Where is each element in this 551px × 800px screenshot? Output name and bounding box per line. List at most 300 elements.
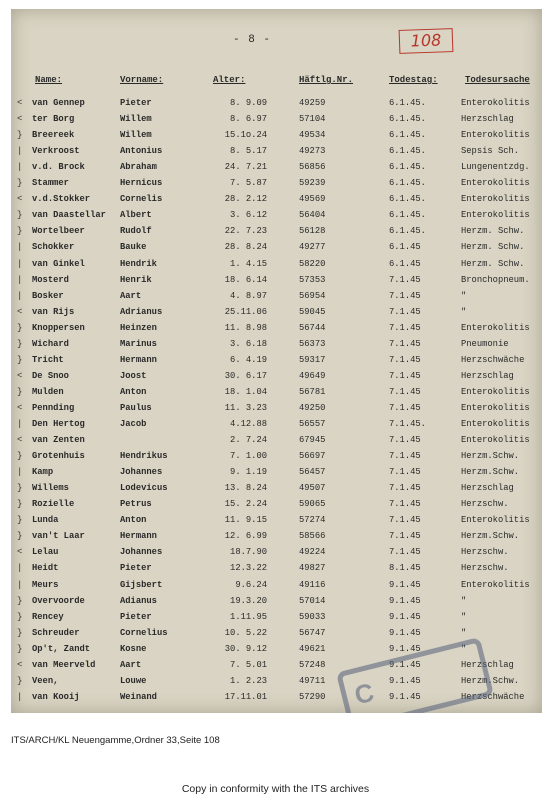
death-date-cell: 9.1.45 (389, 611, 421, 622)
table-row (11, 223, 542, 240)
table-row (11, 577, 542, 594)
prisoner-number-cell: 57353 (299, 274, 326, 285)
first-name-cell: Pieter (120, 563, 152, 574)
death-date-cell: 6.1.45 (389, 242, 421, 253)
cause-of-death-cell: " (461, 627, 467, 638)
surname-cell: Lunda (32, 515, 59, 526)
row-mark: } (17, 627, 23, 638)
birth-date-cell: 30. 6.17 (224, 370, 267, 381)
cause-of-death-cell: Herzschwäche (461, 691, 525, 702)
death-date-cell: 6.1.45. (389, 226, 426, 237)
row-mark: } (17, 322, 23, 333)
birth-date-cell: 30. 9.12 (224, 643, 267, 654)
first-name-cell: Hermann (120, 354, 157, 365)
surname-cell: Mulden (32, 386, 64, 397)
first-name-cell: Johannes (120, 547, 163, 558)
row-mark: | (17, 258, 23, 269)
birth-date-cell: 1. 2.23 (230, 675, 267, 686)
first-name-cell: Adianus (120, 595, 157, 606)
cause-of-death-cell: Herzm.Schw. (461, 675, 520, 686)
first-name-cell: Antonius (120, 146, 163, 157)
row-mark: } (17, 210, 23, 221)
first-name-cell: Weinand (120, 691, 157, 702)
row-mark: < (17, 659, 23, 670)
cause-of-death-cell: Herzschw. (461, 547, 509, 558)
birth-date-cell: 18. 6.14 (224, 274, 267, 285)
table-row (11, 288, 542, 305)
death-date-cell: 6.1.45 (389, 258, 421, 269)
cause-of-death-cell: Herzm.Schw. (461, 467, 520, 478)
surname-cell: Meurs (32, 579, 59, 590)
prisoner-number-cell: 56373 (299, 338, 326, 349)
birth-date-cell: 11. 8.98 (224, 322, 267, 333)
birth-date-cell: 9.6.24 (235, 579, 267, 590)
death-date-cell: 9.1.45 (389, 659, 421, 670)
prisoner-number-cell: 56856 (299, 162, 326, 173)
death-date-cell: 6.1.45. (389, 162, 426, 173)
cause-of-death-cell: Herzm. Schw. (461, 242, 525, 253)
prisoner-number-cell: 49534 (299, 130, 326, 141)
page-number: - 8 - (233, 34, 272, 46)
row-mark: | (17, 467, 23, 478)
birth-date-cell: 1.11.95 (230, 611, 267, 622)
row-mark: } (17, 643, 23, 654)
prisoner-number-cell: 49224 (299, 547, 326, 558)
row-mark: | (17, 274, 23, 285)
birth-date-cell: 12. 6.99 (224, 531, 267, 542)
table-row (11, 544, 542, 561)
table-row (11, 256, 542, 273)
row-mark: } (17, 130, 23, 141)
surname-cell: v.d. Brock (32, 162, 85, 173)
surname-cell: Den Hertog (32, 419, 85, 429)
table-row (11, 625, 542, 642)
table-row (11, 368, 542, 385)
prisoner-number-cell: 49507 (299, 483, 326, 494)
surname-cell: Bosker (32, 290, 64, 301)
first-name-cell: Aart (120, 659, 142, 670)
cause-of-death-cell: Lungenentzdg. (461, 162, 530, 173)
birth-date-cell: 6. 4.19 (230, 354, 267, 365)
prisoner-number-cell: 59033 (299, 611, 326, 622)
birth-date-cell: 2. 7.24 (230, 435, 267, 446)
first-name-cell: Cornelius (120, 627, 168, 638)
table-row (11, 400, 542, 417)
surname-cell: van't Laar (32, 531, 85, 542)
header-surname: Name: (35, 75, 63, 85)
surname-cell: Mosterd (32, 274, 69, 285)
death-date-cell: 6.1.45. (389, 98, 426, 108)
first-name-cell: Jacob (120, 419, 147, 429)
cause-of-death-cell: Herzschlag (461, 659, 514, 670)
table-row (11, 560, 542, 577)
cause-of-death-cell: Herzschwäche (461, 354, 525, 365)
birth-date-cell: 11. 3.23 (224, 402, 267, 413)
death-date-cell: 7.1.45 (389, 547, 421, 558)
death-date-cell: 6.1.45. (389, 114, 426, 125)
first-name-cell: Lodevicus (120, 483, 168, 494)
table-row (11, 384, 542, 401)
surname-cell: van Daastellar (32, 210, 106, 221)
prisoner-number-cell: 58566 (299, 531, 326, 542)
table-row (11, 127, 542, 144)
table-row (11, 159, 542, 176)
death-date-cell: 7.1.45 (389, 354, 421, 365)
table-row (11, 143, 542, 160)
first-name-cell: Johannes (120, 467, 163, 478)
surname-cell: Schreuder (32, 627, 80, 638)
birth-date-cell: 15.1o.24 (224, 130, 267, 141)
first-name-cell: Louwe (120, 675, 147, 686)
first-name-cell: Henrik (120, 274, 152, 285)
cause-of-death-cell: Herzschlag (461, 483, 514, 494)
prisoner-number-cell: 58220 (299, 258, 326, 269)
cause-of-death-cell: Enterokolitis (461, 210, 530, 221)
prisoner-number-cell: 59239 (299, 178, 326, 189)
table-row (11, 111, 542, 128)
row-mark: } (17, 515, 23, 526)
prisoner-number-cell: 57014 (299, 595, 326, 606)
row-mark: | (17, 563, 23, 574)
first-name-cell: Paulus (120, 402, 152, 413)
prisoner-number-cell: 59317 (299, 354, 326, 365)
row-mark: | (17, 579, 23, 590)
cause-of-death-cell: Herzm. Schw. (461, 226, 525, 237)
table-row (11, 496, 542, 513)
cause-of-death-cell: Herzschw. (461, 563, 509, 574)
surname-cell: Op't, Zandt (32, 643, 91, 654)
prisoner-number-cell: 49711 (299, 675, 326, 686)
table-row (11, 432, 542, 449)
cause-of-death-cell: Pneumonie (461, 338, 509, 349)
table-row (11, 95, 542, 112)
prisoner-number-cell: 56404 (299, 210, 326, 221)
cause-of-death-cell: " (461, 611, 467, 622)
table-row (11, 191, 542, 208)
surname-cell: Wichard (32, 338, 69, 349)
death-date-cell: 7.1.45 (389, 338, 421, 349)
birth-date-cell: 10. 5.22 (224, 627, 267, 638)
surname-cell: van Zenten (32, 435, 85, 446)
birth-date-cell: 7. 5.87 (230, 178, 267, 189)
header-prisoner-number: Häftlg.Nr. (299, 75, 354, 85)
birth-date-cell: 8. 9.09 (230, 98, 267, 108)
first-name-cell: Pieter (120, 611, 152, 622)
header-first-name: Vorname: (120, 75, 164, 85)
cause-of-death-cell: " (461, 643, 467, 654)
archive-footer: Copy in conformity with the ITS archives (181, 783, 370, 795)
death-date-cell: 7.1.45 (389, 483, 421, 494)
table-row (11, 464, 542, 481)
archive-stamp: C (336, 637, 494, 713)
cause-of-death-cell: Sepsis Sch. (461, 146, 520, 157)
surname-cell: v.d.Stokker (32, 194, 91, 205)
table-row (11, 480, 542, 497)
surname-cell: Schokker (32, 242, 75, 253)
prisoner-number-cell: 57274 (299, 515, 326, 526)
death-date-cell: 9.1.45 (389, 595, 421, 606)
row-mark: | (17, 242, 23, 253)
surname-cell: Wortelbeer (32, 226, 85, 237)
surname-cell: van Ginkel (32, 258, 85, 269)
surname-cell: Heidt (32, 563, 59, 574)
cause-of-death-cell: " (461, 306, 467, 317)
first-name-cell: Adrianus (120, 306, 163, 317)
first-name-cell: Rudolf (120, 226, 152, 237)
cause-of-death-cell: Enterokolitis (461, 130, 530, 141)
death-date-cell: 9.1.45 (389, 675, 421, 686)
table-row (11, 609, 542, 626)
surname-cell: Overvoorde (32, 595, 85, 606)
death-date-cell: 8.1.45 (389, 563, 421, 574)
first-name-cell: Joost (120, 370, 147, 381)
death-date-cell: 7.1.45 (389, 467, 421, 478)
birth-date-cell: 3. 6.12 (230, 210, 267, 221)
prisoner-number-cell: 57290 (299, 691, 326, 702)
death-date-cell: 9.1.45 (389, 579, 421, 590)
cause-of-death-cell: Enterokolitis (461, 435, 530, 446)
surname-cell: Willems (32, 483, 69, 494)
prisoner-number-cell: 49273 (299, 146, 326, 157)
death-date-cell: 6.1.45. (389, 146, 426, 157)
row-mark: < (17, 194, 23, 205)
prisoner-number-cell: 49116 (299, 579, 326, 590)
cause-of-death-cell: Herzschlag (461, 370, 514, 381)
surname-cell: van Kooij (32, 691, 80, 702)
birth-date-cell: 9. 1.19 (230, 467, 267, 478)
birth-date-cell: 24. 7.21 (224, 162, 267, 173)
surname-cell: Rencey (32, 611, 64, 622)
archive-reference: ITS/ARCH/KL Neuengamme,Ordner 33,Seite 108 (11, 735, 220, 746)
death-date-cell: 7.1.45 (389, 386, 421, 397)
death-date-cell: 6.1.45. (389, 130, 426, 141)
row-mark: < (17, 98, 23, 108)
row-mark: | (17, 162, 23, 173)
first-name-cell: Cornelis (120, 194, 163, 205)
surname-cell: Stammer (32, 178, 69, 189)
archive-page-stamp: 108 (399, 28, 454, 54)
first-name-cell: Kosne (120, 643, 147, 654)
birth-date-cell: 7. 1.00 (230, 451, 267, 462)
birth-date-cell: 25.11.06 (224, 306, 267, 317)
birth-date-cell: 13. 8.24 (224, 483, 267, 494)
birth-date-cell: 1. 4.15 (230, 258, 267, 269)
first-name-cell: Aart (120, 290, 142, 301)
birth-date-cell: 28. 8.24 (224, 242, 267, 253)
cause-of-death-cell: Herzm.Schw. (461, 531, 520, 542)
row-mark: < (17, 370, 23, 381)
row-mark: } (17, 178, 23, 189)
surname-cell: Breereek (32, 130, 75, 141)
prisoner-number-cell: 57104 (299, 114, 326, 125)
cause-of-death-cell: Herzm.Schw. (461, 451, 520, 462)
prisoner-number-cell: 56747 (299, 627, 326, 638)
surname-cell: De Snoo (32, 370, 69, 381)
row-mark: | (17, 290, 23, 301)
birth-date-cell: 17.11.01 (224, 691, 267, 702)
birth-date-cell: 8. 5.17 (230, 146, 267, 157)
prisoner-number-cell: 49250 (299, 402, 326, 413)
table-row (11, 352, 542, 369)
row-mark: } (17, 354, 23, 365)
surname-cell: Grotenhuis (32, 451, 85, 462)
death-date-cell: 7.1.45 (389, 435, 421, 446)
prisoner-number-cell: 49277 (299, 242, 326, 253)
row-mark: } (17, 611, 23, 622)
birth-date-cell: 28. 2.12 (224, 194, 267, 205)
surname-cell: Rozielle (32, 499, 75, 510)
first-name-cell: Abraham (120, 162, 157, 173)
prisoner-number-cell: 59065 (299, 499, 326, 510)
birth-date-cell: 15. 2.24 (224, 499, 267, 510)
table-row (11, 175, 542, 192)
prisoner-number-cell: 49827 (299, 563, 326, 574)
cause-of-death-cell: Enterokolitis (461, 515, 530, 526)
death-date-cell: 9.1.45 (389, 691, 421, 702)
surname-cell: van Rijs (32, 306, 75, 317)
prisoner-number-cell: 67945 (299, 435, 326, 446)
cause-of-death-cell: Enterokolitis (461, 98, 530, 108)
prisoner-number-cell: 49569 (299, 194, 326, 205)
row-mark: } (17, 483, 23, 494)
surname-cell: Verkroost (32, 146, 80, 157)
row-mark: | (17, 691, 23, 702)
prisoner-number-cell: 56128 (299, 226, 326, 237)
first-name-cell: Willem (120, 114, 152, 125)
death-date-cell: 7.1.45 (389, 499, 421, 510)
row-mark: < (17, 402, 23, 413)
death-date-cell: 7.1.45 (389, 290, 421, 301)
table-row (11, 272, 542, 289)
first-name-cell: Gijsbert (120, 579, 163, 590)
birth-date-cell: 4. 8.97 (230, 290, 267, 301)
prisoner-number-cell: 56954 (299, 290, 326, 301)
cause-of-death-cell: " (461, 595, 467, 606)
table-row (11, 528, 542, 545)
surname-cell: Knoppersen (32, 322, 85, 333)
table-row (11, 448, 542, 465)
row-mark: | (17, 419, 23, 429)
first-name-cell: Willem (120, 130, 152, 141)
surname-cell: Pennding (32, 402, 75, 413)
header-birth-date: Alter: (213, 75, 246, 85)
first-name-cell: Heinzen (120, 322, 157, 333)
surname-cell: Kamp (32, 467, 54, 478)
first-name-cell: Petrus (120, 499, 152, 510)
row-mark: } (17, 499, 23, 510)
cause-of-death-cell: Enterokolitis (461, 322, 530, 333)
death-date-cell: 6.1.45. (389, 210, 426, 221)
row-mark: < (17, 547, 23, 558)
first-name-cell: Anton (120, 515, 147, 526)
scanned-document (11, 9, 542, 713)
death-date-cell: 7.1.45 (389, 402, 421, 413)
death-date-cell: 7.1.45 (389, 370, 421, 381)
first-name-cell: Albert (120, 210, 152, 221)
death-date-cell: 6.1.45. (389, 178, 426, 189)
row-mark: } (17, 675, 23, 686)
header-cause-of-death: Todesursache (465, 75, 530, 85)
prisoner-number-cell: 59045 (299, 306, 326, 317)
birth-date-cell: 12.3.22 (230, 563, 267, 574)
cause-of-death-cell: Herzschw. (461, 499, 509, 510)
row-mark: < (17, 114, 23, 125)
first-name-cell: Pieter (120, 98, 152, 108)
row-mark: } (17, 531, 23, 542)
death-date-cell: 6.1.45. (389, 194, 426, 205)
first-name-cell: Hendrikus (120, 451, 168, 462)
birth-date-cell: 4.12.88 (230, 419, 267, 429)
cause-of-death-cell: Bronchopneum. (461, 274, 530, 285)
surname-cell: Lelau (32, 547, 59, 558)
prisoner-number-cell: 49621 (299, 643, 326, 654)
surname-cell: van Gennep (32, 98, 85, 108)
prisoner-number-cell: 56744 (299, 322, 326, 333)
prisoner-number-cell: 57248 (299, 659, 326, 670)
cause-of-death-cell: Enterokolitis (461, 386, 530, 397)
birth-date-cell: 7. 5.01 (230, 659, 267, 670)
birth-date-cell: 19.3.20 (230, 595, 267, 606)
row-mark: | (17, 146, 23, 157)
death-date-cell: 7.1.45 (389, 451, 421, 462)
surname-cell: ter Borg (32, 114, 75, 125)
surname-cell: van Meerveld (32, 659, 96, 670)
row-mark: < (17, 435, 23, 446)
cause-of-death-cell: Enterokolitis (461, 194, 530, 205)
first-name-cell: Hernicus (120, 178, 163, 189)
row-mark: } (17, 595, 23, 606)
death-date-cell: 7.1.45. (389, 419, 426, 429)
prisoner-number-cell: 56697 (299, 451, 326, 462)
birth-date-cell: 3. 6.18 (230, 338, 267, 349)
death-date-cell: 7.1.45 (389, 322, 421, 333)
table-row (11, 320, 542, 337)
birth-date-cell: 11. 9.15 (224, 515, 267, 526)
cause-of-death-cell: Enterokolitis (461, 579, 530, 590)
table-row (11, 416, 542, 433)
surname-cell: Tricht (32, 354, 64, 365)
first-name-cell: Anton (120, 386, 147, 397)
death-date-cell: 9.1.45 (389, 627, 421, 638)
prisoner-number-cell: 56557 (299, 419, 326, 429)
cause-of-death-cell: Herzm. Schw. (461, 258, 525, 269)
cause-of-death-cell: Enterokolitis (461, 178, 530, 189)
table-row (11, 512, 542, 529)
row-mark: } (17, 386, 23, 397)
table-row (11, 239, 542, 256)
header-death-date: Todestag: (389, 75, 438, 85)
table-row (11, 304, 542, 321)
birth-date-cell: 18.7.90 (230, 547, 267, 558)
cause-of-death-cell: Enterokolitis (461, 402, 530, 413)
birth-date-cell: 18. 1.04 (224, 386, 267, 397)
first-name-cell: Hermann (120, 531, 157, 542)
first-name-cell: Hendrik (120, 258, 157, 269)
cause-of-death-cell: Enterokolitis (461, 419, 530, 429)
table-row (11, 593, 542, 610)
row-mark: < (17, 306, 23, 317)
death-date-cell: 7.1.45 (389, 515, 421, 526)
row-mark: } (17, 338, 23, 349)
surname-cell: Veen, (32, 675, 59, 686)
cause-of-death-cell: " (461, 290, 467, 301)
table-row (11, 336, 542, 353)
cause-of-death-cell: Herzschlag (461, 114, 514, 125)
birth-date-cell: 8. 6.97 (230, 114, 267, 125)
death-date-cell: 9.1.45 (389, 643, 421, 654)
prisoner-number-cell: 49649 (299, 370, 326, 381)
first-name-cell: Bauke (120, 242, 147, 253)
